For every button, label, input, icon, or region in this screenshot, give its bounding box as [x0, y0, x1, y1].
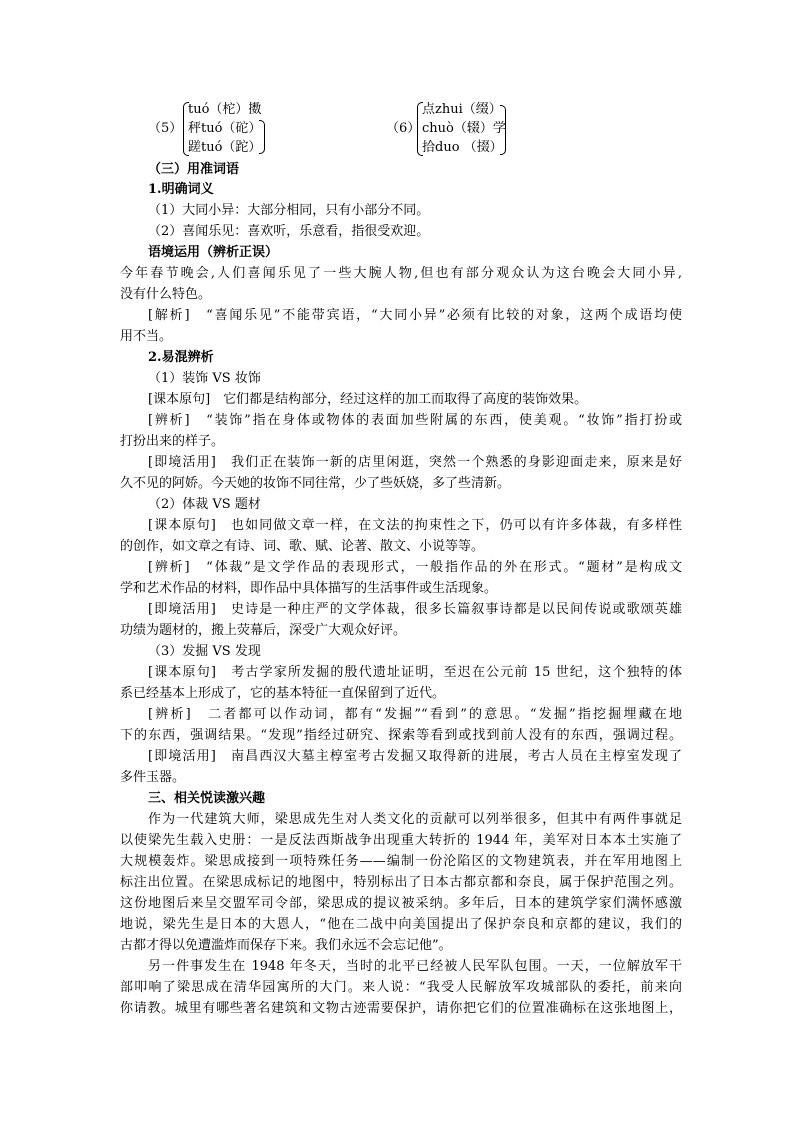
paragraph-line: [课本原句] 考古学家所发掘的殷代遗址证明，至迟在公元前 15 世纪，这个独特的体	[148, 665, 682, 680]
paragraph-line: 今年春节晚会,人们喜闻乐见了一些大腕人物,但也有部分观众认为这台晚会大同小异,	[120, 266, 682, 281]
paragraph-line: [即境活用] 南昌西汉大墓主椁室考古发掘又取得新的进展，考古人员在主椁室发现了	[148, 749, 682, 764]
section-heading: 三、相关悦读激兴趣	[148, 791, 266, 806]
paragraph-line: [即境活用] 史诗是一种庄严的文学体裁，很多长篇叙事诗都是以民间传说或歌颂英雄	[148, 602, 682, 617]
word-pair-heading: （3）发掘 VS 发现	[148, 644, 261, 659]
paragraph-line: 的创作，如文章之有诗、词、歌、赋、论著、散文、小说等等。	[120, 539, 485, 554]
paragraph-line: 这份地图后来呈交盟军司令部，梁思成的提议被采纳。多年后，日本的建筑学家们满怀感激	[120, 896, 682, 911]
right-brace-icon	[259, 120, 265, 154]
pinyin-group-5-number: （5）	[148, 121, 183, 136]
definition-item: （1）大同小异：大部分相同，只有小部分不同。	[148, 203, 430, 218]
paragraph-line: [课本原句] 它们都是结构部分，经过这样的加工而取得了高度的装饰效果。	[148, 392, 588, 407]
pinyin-line: chuò（辍）学	[422, 121, 506, 136]
pinyin-line: 点zhui（缀）	[422, 102, 502, 117]
pinyin-line: 拾duo （掇）	[422, 140, 503, 155]
paragraph-line: 大规模轰炸。梁思成接到一项特殊任务——编制一份沦陷区的文物建筑表，并在军用地图上	[120, 854, 682, 869]
pinyin-line: tuó（柁）擞	[188, 102, 262, 117]
paragraph-line: [辨析] “体裁”是文学作品的表现形式，一般指作品的外在形式。“题材”是构成文	[148, 560, 682, 575]
paragraph-line: [即境活用] 我们正在装饰一新的店里闲逛，突然一个熟悉的身影迎面走来，原来是好	[148, 455, 682, 470]
subsection-heading: 1.明确词义	[148, 182, 214, 197]
context-heading: 语境运用（辨析正误）	[148, 245, 279, 260]
paragraph-line: 久不见的阿娇。今天她的妆饰不同往常，少了些妖娆，多了些清新。	[120, 476, 511, 491]
paragraph-line: 用不当。	[120, 329, 173, 344]
pinyin-group-6-number: （6）	[386, 121, 421, 136]
paragraph-line: 以使梁先生载入史册：一是反法西斯战争出现重大转折的 1944 年，美军对日本本土实施了	[120, 833, 682, 848]
paragraph-line: 下的东西，强调结果。“发现”指经过研究、探索等看到或找到前人没有的东西，强调过程。	[120, 728, 682, 743]
paragraph-line: 打扮出来的样子。	[120, 434, 225, 449]
word-pair-heading: （1）装饰 VS 妆饰	[148, 371, 261, 386]
pinyin-line: 秤tuó（砣）	[188, 121, 262, 136]
paragraph-line: 功绩为题材的，搬上荧幕后，深受广大观众好评。	[120, 623, 407, 638]
paragraph-line: 你请教。城里有哪些著名建筑和文物古迹需要保护，请你把它们的位置准确标在这张地图上，	[120, 1001, 682, 1016]
paragraph-line: 学和艺术作品的材料，即作品中具体描写的生活事件或生活现象。	[120, 581, 498, 596]
paragraph-line: [辨析] 二者都可以作动词，都有“发掘”“看到”的意思。“发掘”指挖掘埋藏在地	[148, 707, 682, 722]
right-brace-icon	[500, 105, 506, 155]
paragraph-line: 标注出位置。在梁思成标记的地图中，特别标出了日本古都京都和奈良，属于保护范围之列。	[120, 875, 682, 890]
pinyin-line: 蹉tuó（跎）	[188, 140, 262, 155]
paragraph-line: 多件玉器。	[120, 770, 186, 785]
paragraph-line: 没有什么特色。	[120, 287, 212, 302]
section-heading: （三）用准词语	[148, 162, 240, 177]
paragraph-line: 系已经基本上形成了，它的基本特征一直保留到了近代。	[120, 686, 446, 701]
paragraph-line: 地说，梁先生是日本的大恩人，“他在二战中向美国提出了保护奈良和京都的建议，我们的	[120, 917, 682, 932]
paragraph-line: 古都才得以免遭滥炸而保存下来。我们永远不会忘记他”。	[120, 938, 452, 953]
paragraph-line: [解析] “喜闻乐见”不能带宾语，“大同小异”必须有比较的对象，这两个成语均使	[148, 308, 682, 323]
paragraph-line: 部叩响了梁思成在清华园寓所的大门。来人说：“我受人民解放军攻城部队的委托，前来向	[120, 980, 682, 995]
definition-item: （2）喜闻乐见：喜欢听，乐意看，指很受欢迎。	[148, 224, 430, 239]
paragraph-line: [课本原句] 也如同做文章一样，在文法的拘束性之下，仍可以有许多体裁，有多样性	[148, 518, 682, 533]
subsection-heading: 2.易混辨析	[148, 350, 214, 365]
word-pair-heading: （2）体裁 VS 题材	[148, 497, 261, 512]
paragraph-line: 作为一代建筑大师，梁思成先生对人类文化的贡献可以列举很多，但其中有两件事就足	[148, 812, 682, 827]
paragraph-line: 另一件事发生在 1948 年冬天，当时的北平已经被人民军队包围。一天，一位解放军干	[148, 959, 682, 974]
paragraph-line: [辨析] “装饰”指在身体或物体的表面加些附属的东西，使美观。“妆饰”指打扮或	[148, 413, 682, 428]
